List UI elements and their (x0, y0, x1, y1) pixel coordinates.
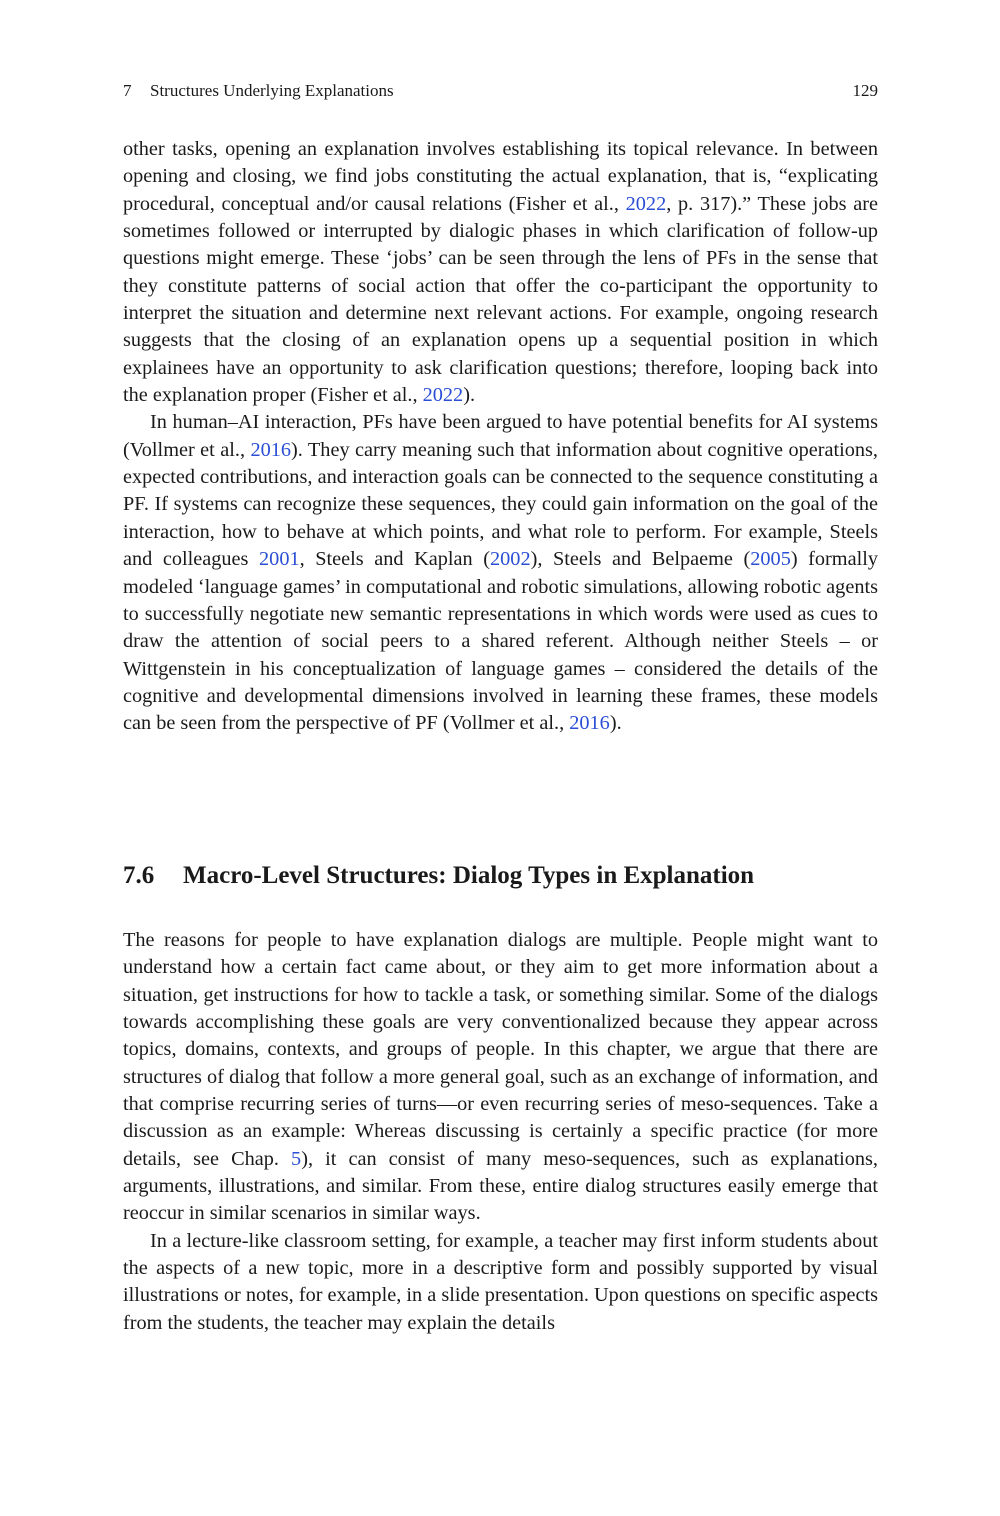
citation-link-vollmer-2016[interactable]: 2016 (250, 438, 292, 461)
paragraph-human-ai: In human–AI interaction, PFs have been argued to have potential benefits for AI systems (Vollmer et al., 2016). They carry meaning such that information about cognitive operations, expected contributions, and interaction goals can be connected to the sequence constituting a PF. If systems can recognize these sequences, they could gain information on the goal of the interaction, how to behave at which points, and what role to perform. For example, Steels and colleagues 2001, Steels and Kaplan (2002), Steels and Belpaeme (2005) formally modeled ‘language games’ in computational and robotic simulations, allowing robotic agents to successfully negotiate new semantic representations in which words were used as cues to draw the attention of social peers to a shared referent. Although neither Steels – or Wittgenstein in his conceptualization of language games – considered the details of the cognitive and developmental dimensions involved in learning these frames, these models can be seen from the perspective of PF (Vollmer et al., 2016). (123, 411, 878, 735)
citation-link-steels-kaplan-2002[interactable]: 2002 (490, 548, 531, 571)
page-number: 129 (852, 81, 878, 100)
citation-link-vollmer-2016[interactable]: 2016 (569, 712, 610, 735)
chapter-number: 7 (123, 81, 132, 100)
paragraph-classroom: In a lecture-like classroom setting, for example, a teacher may first inform students about the aspects of a new topic, more in a descriptive form and possibly supported by visual illustrations or notes, for example, in a slide presentation. Upon questions on specific aspects from the students, the teacher may explain the details (123, 1229, 878, 1334)
citation-link-steels-belpaeme-2005[interactable]: 2005 (750, 548, 791, 571)
citation-link-fisher-2022[interactable]: 2022 (625, 192, 667, 215)
running-head (123, 78, 878, 104)
paragraph-reasons: The reasons for people to have explanation dialogs are multiple. People might want to understand how a certain fact came about, or they aim to get more information about a situation, get instructions for how to tackle a task, or something similar. Some of the dialogs towards accomplishing these goals are very conventionalized because they appear across topics, domains, contexts, and groups of people. In this chapter, we argue that there are structures of dialog that follow a more general goal, such as an exchange of information, and that comprise recurring series of turns—or even recurring series of meso-sequences. Take a discussion as an example: Whereas discussing is certainly a specific practice (for more details, see Chap. 5), it can consist of many meso-sequences, such as explanations, arguments, illustrations, and similar. From these, entire dialog structures easily emerge that reoccur in similar scenarios in similar ways. (123, 929, 878, 1225)
paragraph-continuation: other tasks, opening an explanation involves establishing its topical relevance. In between opening and closing, we find jobs constituting the actual explanation, that is, “explicating procedural, conceptual and/or causal relations (Fisher et al., 2022, p. 317).” These jobs are sometimes followed or interrupted by dialogic phases in which clarification of follow-up questions might emerge. These ‘jobs’ can be seen through the lens of PFs in the sense that they constitute patterns of social action that offer the co-participant the opportunity to interpret the situation and determine next relevant actions. For example, ongoing research suggests that the closing of an explanation opens up a sequential position in which explainees have an opportunity to ask clarification questions; therefore, looping back into the explanation proper (Fisher et al., 2022). (123, 138, 878, 407)
section-title: Macro-Level Structures: Dialog Types in Explanation (183, 862, 755, 889)
chapter-title: Structures Underlying Explanations (150, 81, 394, 100)
body-text-top (123, 136, 878, 738)
citation-link-steels-2001[interactable]: 2001 (259, 548, 300, 571)
citation-link-fisher-2022[interactable]: 2022 (422, 384, 464, 407)
chapter-link-5[interactable]: 5 (291, 1147, 302, 1170)
section-number: 7.6 (123, 862, 155, 889)
body-text-bottom (123, 927, 878, 1337)
section-heading (123, 859, 878, 893)
